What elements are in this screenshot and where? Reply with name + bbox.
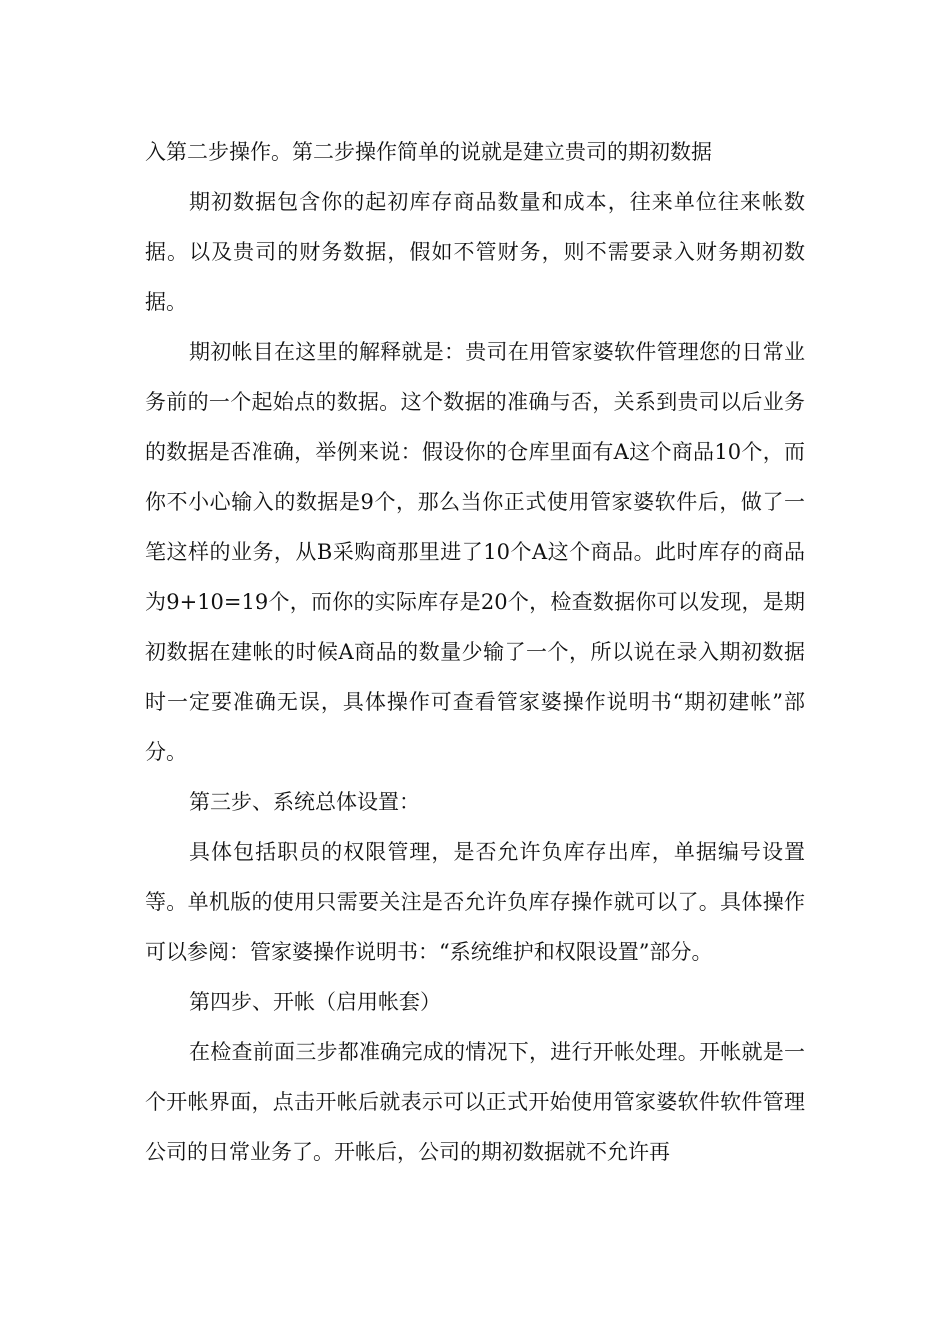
document-body [145,127,805,1177]
heading-step-four: 第四步、开帐（启用帐套） [189,990,441,1014]
paragraph-opening-accounts-explanation: 期初帐目在这里的解释就是：贵司在用管家婆软件管理您的日常业务前的一个起始点的数据。这个数据的准确与否，关系到贵司以后业务的数据是否准确，举例来说：假设你的仓库里面有A这个商品10个，而你不小心输入的数据是9个，那么当你正式使用管家婆软件后，做了一笔这样的业务，从B采购商那里进了10个A这个商品。此时库存的商品为9+10=19个，而你的实际库存是20个，检查数据你可以发现，是期初数据在建帐的时候A商品的数量少输了一个，所以说在录入期初数据时一定要准确无误，具体操作可查看管家婆操作说明书“期初建帐”部分。 [145,340,805,764]
heading-step-three: 第三步、系统总体设置： [189,790,420,814]
paragraph-step-two-continuation: 入第二步操作。第二步操作简单的说就是建立贵司的期初数据 [145,140,712,164]
paragraph-open-accounts: 在检查前面三步都准确完成的情况下，进行开帐处理。开帐就是一个开帐界面，点击开帐后就表示可以正式开始使用管家婆软件软件管理公司的日常业务了。开帐后，公司的期初数据就不允许再 [145,1040,805,1164]
paragraph-opening-data-contents: 期初数据包含你的起初库存商品数量和成本，往来单位往来帐数据。以及贵司的财务数据，假如不管财务，则不需要录入财务期初数据。 [145,190,805,314]
paragraph-system-settings: 具体包括职员的权限管理，是否允许负库存出库，单据编号设置等。单机版的使用只需要关注是否允许负库存操作就可以了。具体操作可以参阅：管家婆操作说明书：“系统维护和权限设置”部分。 [145,840,805,964]
